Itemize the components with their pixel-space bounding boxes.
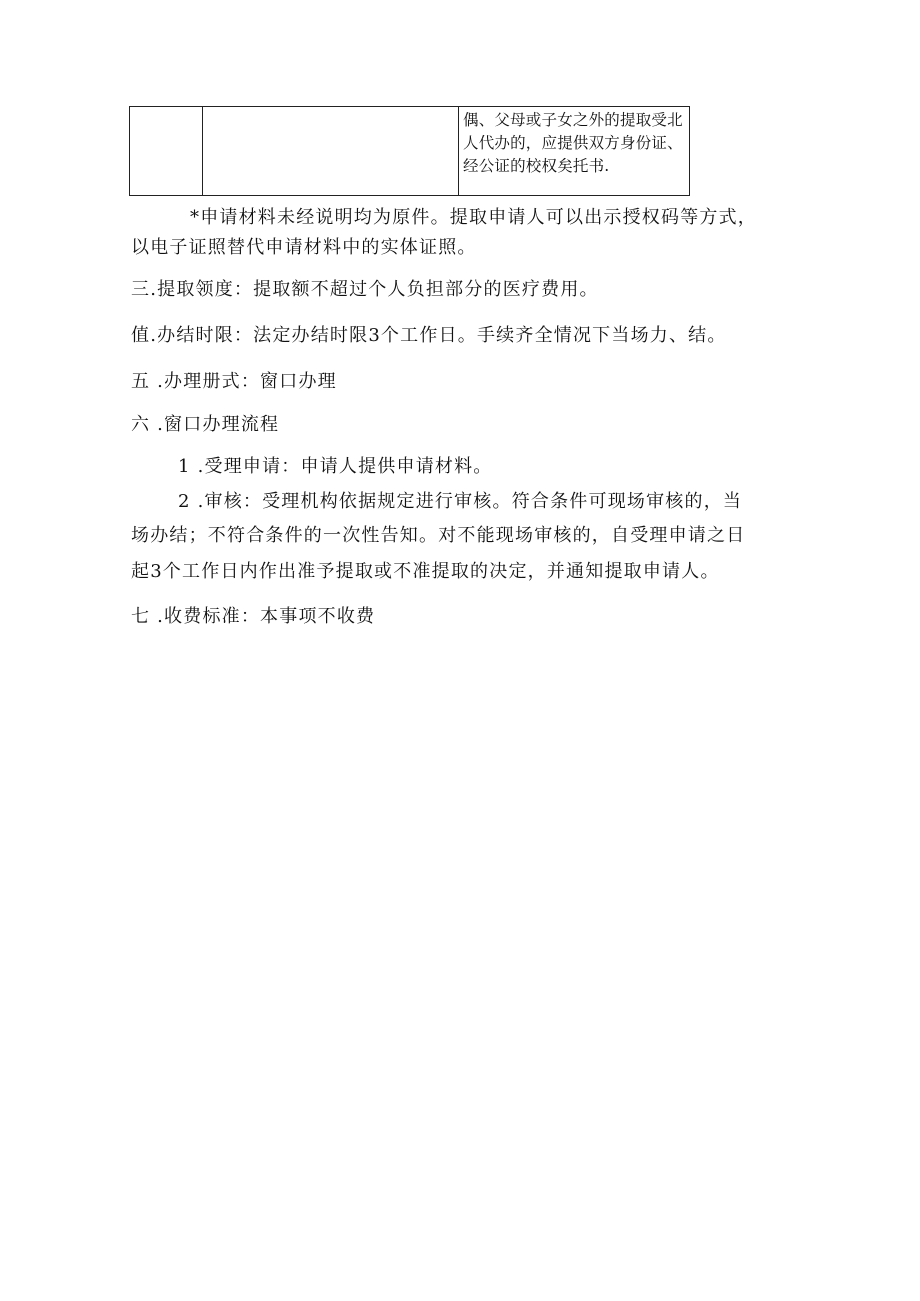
cell-line: 经公证的校权矣托书.: [463, 157, 610, 175]
cell-line: 人代办的，应提供双方身份证、: [463, 134, 683, 152]
table-cell-empty: [130, 107, 203, 196]
section-3-limit: 三.提取领度：提取额不超过个人负担部分的医疗费用。: [131, 279, 599, 300]
table-cell-empty: [203, 107, 459, 196]
section-4-time-limit: 值.办结时限：法定办结时限3个工作日。手续齐全情况下当场力、结。: [131, 325, 727, 346]
section-6-heading: 六 .窗口办理流程: [131, 414, 280, 435]
materials-table-fragment: [129, 106, 690, 196]
step-2-review-line-2: 场办结；不符合条件的一次性告知。对不能现场审核的，自受理申请之日: [131, 525, 746, 546]
section-5-method: 五 .办理册式：窗口办理: [131, 371, 337, 392]
table-row: [130, 107, 690, 196]
step-2-review-line-1: 2 .审核：受理机构依据规定进行审核。符合条件可现场审核的，当: [178, 491, 743, 512]
note-line-1: *申请材料未经说明均为原件。提取申请人可以出示授权码等方式，: [190, 207, 757, 228]
table-cell-requirements: [459, 107, 690, 196]
step-2-review-line-3: 起3个工作日内作出准予提取或不准提取的决定，并通知提取申请人。: [131, 561, 720, 582]
cell-line: 偶、父母或子女之外的提取受北: [463, 111, 683, 129]
note-line-2: 以电子证照替代申请材料中的实体证照。: [131, 237, 477, 258]
section-7-fees: 七 .收费标准：本事项不收费: [131, 606, 376, 627]
step-1-accept: 1 .受理申请：申请人提供申请材料。: [178, 456, 493, 477]
